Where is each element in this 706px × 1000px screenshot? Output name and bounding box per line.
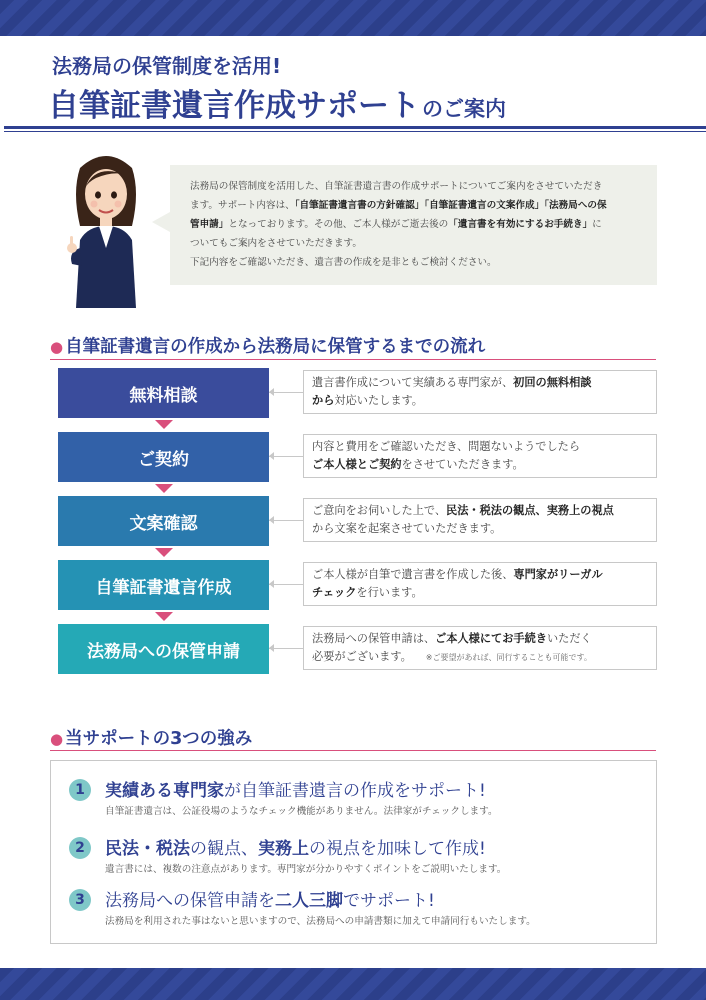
intro-line-4: ついてもご案内をさせていただきます。 [190, 238, 362, 249]
flow-section-heading: ● 自筆証書遺言の作成から法務局に保管するまでの流れ [50, 337, 486, 357]
title-rule [4, 126, 706, 129]
flow-section-rule [50, 359, 656, 360]
title-main: 自筆証書遺言作成サポート [48, 88, 420, 124]
advisor-illustration [66, 148, 146, 308]
strength-title: 法務局への保管申請を二人三脚でサポート! [105, 891, 435, 911]
top-pattern-band [0, 0, 706, 36]
flow-step-4-desc: ご本人様が自筆で遺言書を作成した後、専門家がリーガル チェックを行います。 [303, 562, 657, 606]
intro-line-5: 下記内容をご確認いただき、遺言書の作成を是非ともご検討ください。 [190, 257, 497, 268]
bullet-dot-icon: ● [50, 730, 64, 748]
intro-line-3: 管申請」となっております。その他、ご本人様がご逝去後の「遺言書を有効にするお手続き」に [190, 219, 602, 230]
flow-step-1-desc: 遺言書作成について実績ある専門家が、初回の無料相談 から対応いたします。 [303, 370, 657, 414]
connector-arrow-icon [269, 456, 303, 457]
strength-title: 実績ある専門家が自筆証書遺言の作成をサポート! [105, 781, 486, 801]
bullet-dot-icon: ● [50, 338, 64, 356]
strength-title: 民法・税法の観点、実務上の視点を加味して作成! [105, 839, 486, 859]
flow-arrow-icon [155, 612, 173, 621]
strengths-box [50, 760, 657, 944]
intro-line-2: ます。サポート内容は、「自筆証書遺言書の方針確認」「自筆証書遺言の文案作成」「法務局への保 [190, 200, 607, 211]
bottom-pattern-band [0, 968, 706, 1000]
flow-arrow-icon [155, 484, 173, 493]
flow-step-2-desc: 内容と費用をご確認いただき、問題ないようでしたら ご本人様とご契約をさせていただきます。 [303, 434, 657, 478]
flow-step-5-note: ※ご要望があれば、同行することも可能です。 [425, 653, 592, 662]
flow-arrow-icon [155, 548, 173, 557]
strength-desc: 遺言書には、複数の注意点があります。専門家が分かりやすくポイントをご説明いたします。 [105, 864, 507, 875]
title-suffix: のご案内 [422, 97, 506, 121]
flow-step-5: 法務局への保管申請 [58, 624, 269, 674]
page-title [48, 80, 506, 125]
strength-desc: 自筆証書遺言は、公証役場のようなチェック機能がありません。法律家がチェックします。 [105, 806, 498, 817]
flow-arrow-icon [155, 420, 173, 429]
connector-arrow-icon [269, 392, 303, 393]
flow-step-4: 自筆証書遺言作成 [58, 560, 269, 610]
title-rule-thin [4, 131, 706, 132]
strength-number-badge: 1 [69, 779, 91, 801]
strengths-section-rule [50, 750, 656, 751]
flow-step-1: 無料相談 [58, 368, 269, 418]
flow-step-3-desc: ご意向をお伺いした上で、民法・税法の観点、実務上の視点 から文案を起案させていただきます。 [303, 498, 657, 542]
flow-step-2: ご契約 [58, 432, 269, 482]
strength-number-badge: 3 [69, 889, 91, 911]
intro-line-1: 法務局の保管制度を活用した、自筆証書遺言書の作成サポートについてご案内をさせていただき [190, 181, 603, 192]
flow-step-3: 文案確認 [58, 496, 269, 546]
intro-speech-bubble [170, 165, 657, 285]
connector-arrow-icon [269, 648, 303, 649]
strength-desc: 法務局を利用された事はないと思いますので、法務局への申請書類に加えて申請同行もいたします。 [105, 916, 536, 927]
strengths-section-heading: ● 当サポートの3つの強み [50, 729, 253, 749]
strength-number-badge: 2 [69, 837, 91, 859]
speech-bubble-tail [152, 212, 170, 232]
connector-arrow-icon [269, 520, 303, 521]
flow-step-5-desc: 法務局への保管申請は、ご本人様にてお手続きいただく 必要がございます。 ※ご要望があれば、同行することも可能です。 [303, 626, 657, 670]
page-subtitle: 法務局の保管制度を活用! [52, 54, 282, 78]
connector-arrow-icon [269, 584, 303, 585]
